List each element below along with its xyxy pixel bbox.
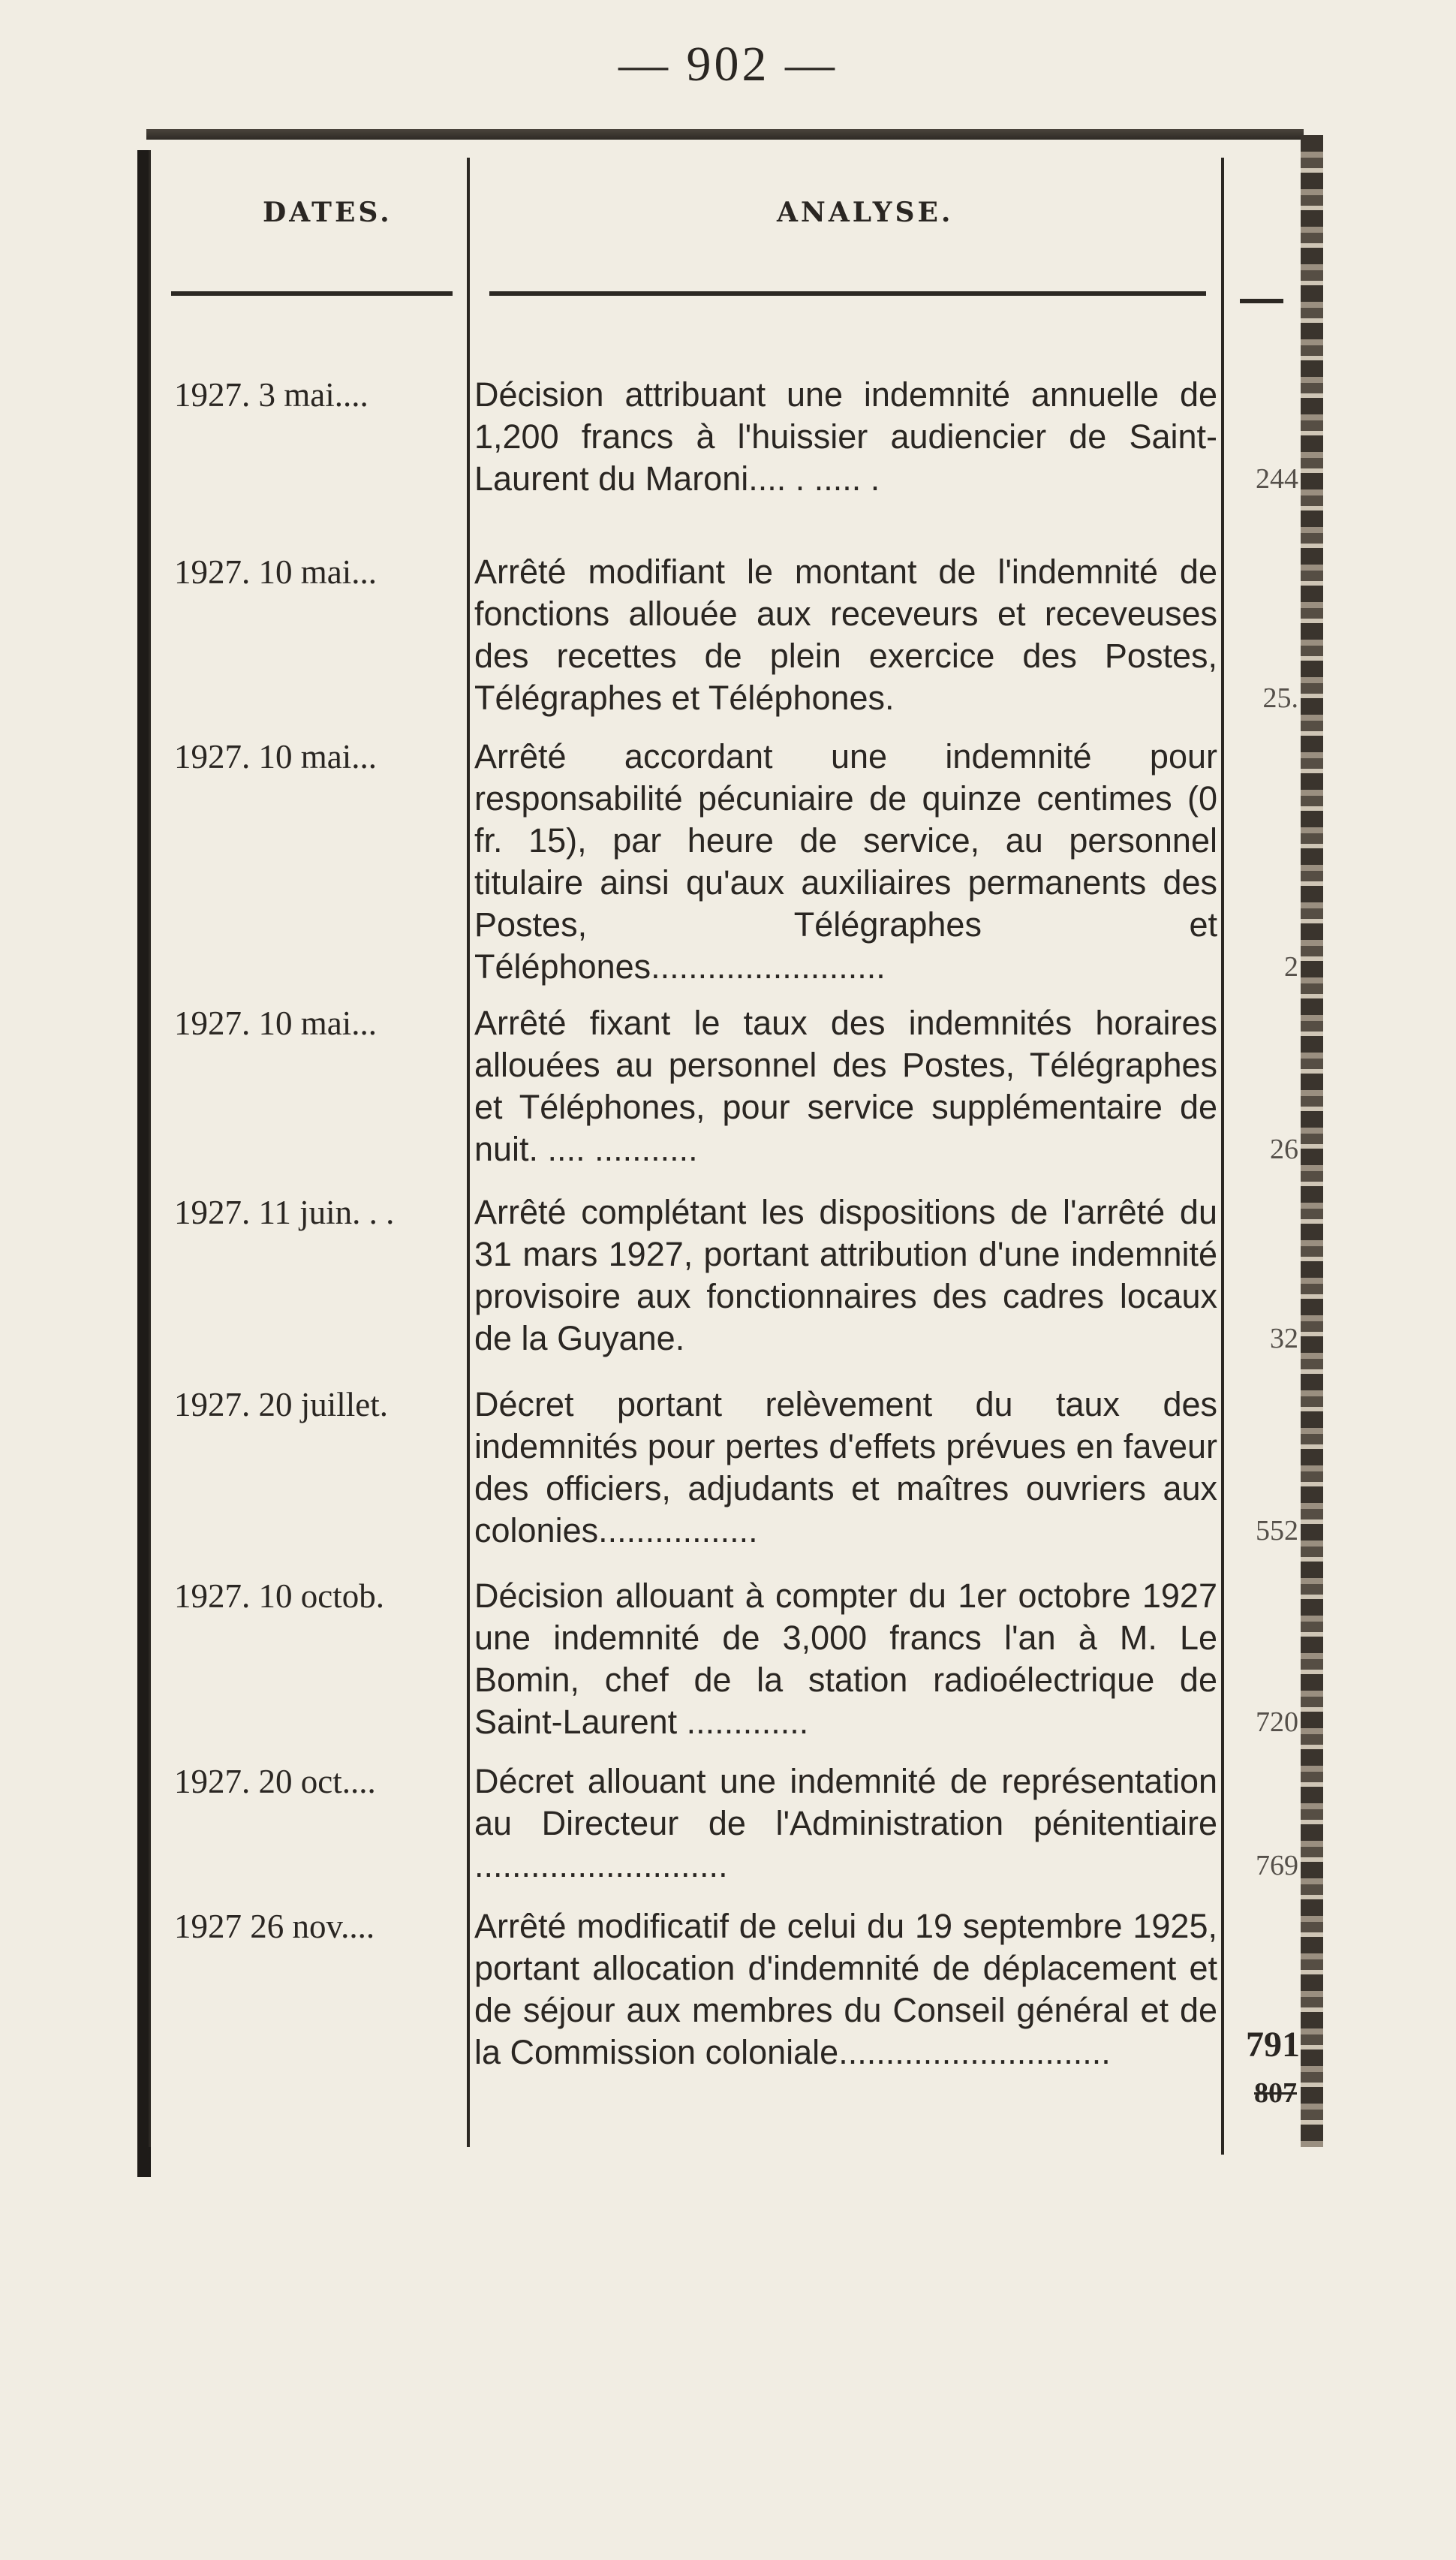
entry-date: 1927 26 nov....: [174, 1908, 375, 1945]
entry-page-ref: 25.: [1262, 682, 1298, 714]
header-rule-dates: [171, 291, 453, 296]
entry-date: 1927. 11 juin. . .: [174, 1194, 395, 1231]
entry-page-ref: 552: [1256, 1515, 1298, 1547]
column-rule-analysis: [1221, 158, 1224, 2155]
entry-page-ref: 720: [1256, 1706, 1298, 1738]
header-rule-page: [1240, 299, 1283, 303]
entry-date: 1927. 20 oct....: [174, 1763, 376, 1800]
entry-page-ref: 26: [1270, 1134, 1298, 1165]
entry-date: 1927. 10 mai...: [174, 1004, 377, 1042]
entry-analysis: Arrêté modifiant le montant de l'indemnité de fonctions allouée aux receveurs et receveuses des recettes de plein exercice des Postes, Télégraphes et Téléphones.: [474, 553, 1217, 717]
header-rule-analysis: [489, 291, 1206, 296]
entry-date: 1927. 10 octob.: [174, 1577, 384, 1615]
entry-analysis: Décision attribuant une indemnité annuelle de 1,200 francs à l'huissier audiencier de Saint-Laurent du Maroni.... . ..... .: [474, 375, 1217, 498]
entry-date: 1927. 10 mai...: [174, 738, 377, 776]
entry-analysis: Arrêté modificatif de celui du 19 septembre 1925, portant allocation d'indemnité de déplacement et de séjour aux membres du Conseil général et de la Commission coloniale.............................: [474, 1907, 1217, 2071]
entry-page-ref: 2: [1284, 951, 1298, 983]
entry-date: 1927. 20 juillet.: [174, 1386, 388, 1423]
top-rule: [146, 129, 1304, 140]
entry-analysis: Arrêté accordant une indemnité pour responsabilité pécuniaire de quinze centimes (0 fr. 15), par heure de service, au personnel titulaire ainsi qu'aux auxiliaires permanents des Postes, Télégraphes et Téléphones.........................: [474, 737, 1217, 986]
entry-page-ref: 791: [1246, 2025, 1300, 2065]
entry-analysis: Arrêté complétant les dispositions de l'arrêté du 31 mars 1927, portant attribution d'une indemnité provisoire aux fonctionnaires des cadres locaux de la Guyane.: [474, 1193, 1217, 1357]
page-number: — 902 —: [618, 37, 838, 92]
column-rule-left: [149, 150, 151, 2147]
entry-analysis: Décret allouant une indemnité de représentation au Directeur de l'Administration pénitentiaire ...........................: [474, 1762, 1217, 1884]
entry-page-ref: 769: [1256, 1850, 1298, 1881]
binding-edge: [1301, 135, 1323, 2147]
entry-date: 1927. 10 mai...: [174, 553, 377, 591]
dates-header: DATES.: [263, 197, 393, 228]
entry-analysis: Décision allouant à compter du 1er octobre 1927 une indemnité de 3,000 francs l'an à M. Le Bomin, chef de la station radioélectrique de Saint-Laurent .............: [474, 1577, 1217, 1741]
column-rule-dates: [467, 158, 470, 2147]
entry-page-ref-struck: 807: [1254, 2077, 1297, 2109]
entry-page-ref: 32: [1270, 1323, 1298, 1354]
analysis-header: ANALYSE.: [777, 197, 954, 228]
entry-page-ref: 244: [1256, 463, 1298, 495]
entry-analysis: Décret portant relèvement du taux des indemnités pour pertes d'effets prévues en faveur des officiers, adjudants et maîtres ouvriers aux colonies.................: [474, 1385, 1217, 1550]
entry-analysis: Arrêté fixant le taux des indemnités horaires allouées au personnel des Postes, Télégraphes et Téléphones, pour service supplémentaire de nuit. .... ...........: [474, 1004, 1217, 1168]
entry-date: 1927. 3 mai....: [174, 376, 369, 414]
